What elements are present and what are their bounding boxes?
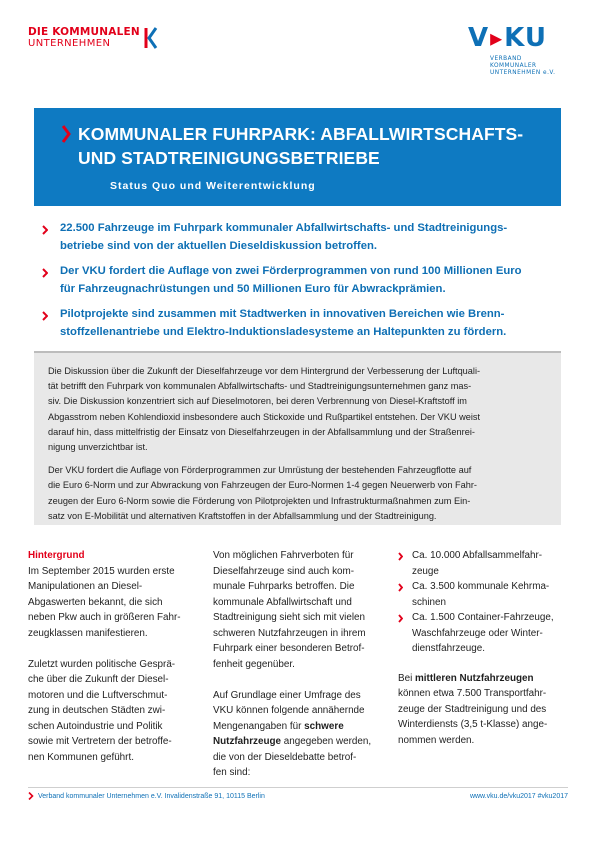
paragraph — [213, 688, 381, 781]
chevron-right-icon — [398, 583, 403, 592]
page-title — [78, 122, 548, 170]
page-title-line2: UND STADTREINIGUNGSBETRIEBE — [78, 148, 380, 168]
text-line: siv. Die Diskussion konzentriert sich auf Dieselmotoren, bei deren Verbrennung von Diesel-Kraftstoff im — [48, 396, 467, 407]
logo-kommunale-unternehmen — [28, 26, 158, 50]
text-line: darauf hin, dass mittelfristig der Einsatz von Dieselfahrzeugen in der Abfallsammlung und der Straßenrei- — [48, 426, 475, 437]
text-line: Dieselfahrzeuge sind auch kom- — [213, 565, 355, 577]
text-line: Winterdiensts (3,5 t-Klasse) ange- — [398, 719, 548, 730]
text-line: fenheit gegenüber. — [213, 658, 295, 670]
chevron-right-icon — [62, 125, 71, 143]
text-line: schweren Nutzfahrzeugen in ihrem — [213, 627, 366, 639]
text-line: dienstfahrzeuge. — [412, 643, 486, 654]
text-line: Manipulationen an Diesel- — [28, 581, 143, 592]
text-line: Ca. 1.500 Container-Fahrzeuge, — [412, 612, 554, 623]
text-line: Abgaswerten bekannt, die sich — [28, 596, 163, 608]
footer-address: Verband kommunaler Unternehmen e.V. Invalidenstraße 91, 10115 Berlin — [38, 792, 265, 800]
text-line: Auf Grundlage einer Umfrage des — [213, 689, 361, 701]
title-banner — [34, 108, 561, 206]
text-line: schen Autoindustrie und Politik — [28, 720, 163, 732]
key-points-list — [42, 219, 557, 348]
logo-vku-sub1: VERBAND KOMMUNALER — [490, 56, 537, 69]
chevron-right-icon — [398, 552, 403, 561]
text-line: zeuge der Stadtreinigung und des — [398, 703, 547, 715]
list-item — [398, 548, 566, 579]
text-line: zung in deutschen Städten zwi- — [28, 705, 166, 716]
text-line: die Euro 6-Norm und zur Abwrackung von Fahrzeugen der Euro-Normen 1-4 gegen Neuerwerb von Fahr- — [48, 480, 477, 491]
text-line: nigung unverzichtbar ist. — [48, 442, 148, 453]
paragraph — [28, 564, 198, 642]
bold-text: schwere — [304, 720, 344, 732]
text-line: Zuletzt wurden politische Gesprä- — [28, 658, 176, 670]
logo-vku-ku: KU — [504, 23, 547, 53]
key-point-line: 22.500 Fahrzeuge im Fuhrpark kommunaler Abfallwirtschafts- und Stadtreinigungs- — [60, 222, 508, 234]
chevron-right-icon — [42, 225, 48, 235]
text-line: Die Diskussion über die Zukunft der Dieselfahrzeuge vor dem Hintergrund der Verbesserung der Luftquali- — [48, 366, 481, 376]
key-point-line: Pilotprojekte sind zusammen mit Stadtwerken in innovativen Bereichen wie Brenn- — [60, 308, 505, 320]
summary-box — [34, 351, 561, 525]
text-line: Bei — [398, 672, 413, 684]
paragraph — [398, 671, 566, 749]
text-line: motoren und die Luftverschmut- — [28, 689, 168, 701]
text-line: die von der Dieseldebatte betrof- — [213, 751, 357, 763]
vehicle-list — [398, 548, 566, 657]
chevron-right-icon — [42, 268, 48, 278]
text-line: fen sind: — [213, 767, 251, 778]
text-line: Stadtreinigung sieht sich mit vielen — [213, 612, 366, 623]
page-title-line1: KOMMUNALER FUHRPARK: ABFALLWIRTSCHAFTS- — [78, 124, 524, 144]
text-line: können etwa 7.500 Transportfahr- — [398, 688, 547, 699]
column-right — [398, 548, 566, 764]
column-background — [28, 548, 198, 781]
logo-k-mark-icon — [144, 27, 158, 49]
key-point-line: betriebe sind von der aktuellen Dieseldiskussion betroffen. — [60, 240, 378, 252]
page-subtitle: Status Quo und Weiterentwicklung — [110, 180, 316, 192]
key-point-line: Der VKU fordert die Auflage von zwei Förderprogrammen von rund 100 Millionen Euro — [60, 265, 522, 277]
key-point — [42, 305, 557, 341]
text-line: munale Fuhrparks betroffen. Die — [213, 581, 355, 592]
text-line: satz von E-Mobilität und alternativen Kraftstoffen in der Abfallsammlung und der Stadtreinigung. — [48, 510, 437, 521]
text-line: zeugen der Euro 6-Norm sowie die Förderung von Pilotprojekten und Infrastrukturmaßnahmen zum Ein- — [48, 495, 471, 506]
bold-text: Nutzfahrzeuge — [213, 736, 282, 747]
text-line: che über die Zukunft der Diesel- — [28, 674, 169, 685]
footer-website-link[interactable]: www.vku.de/vku2017 #vku2017 — [469, 792, 568, 800]
logo-vku-accent-icon: ▸ — [490, 24, 504, 52]
text-line: Fuhrpark einer besonderen Betrof- — [213, 643, 365, 654]
section-heading: Hintergrund — [28, 550, 85, 561]
text-line: Ca. 10.000 Abfallsammelfahr- — [412, 550, 543, 561]
text-line: kommunale Abfallwirtschaft und — [213, 596, 352, 608]
column-middle — [213, 548, 381, 796]
logo-vku-sub2: UNTERNEHMEN e.V. — [490, 70, 556, 76]
text-line: Mengenangaben für — [213, 720, 302, 732]
chevron-right-icon — [398, 614, 403, 623]
text-line: Waschfahrzeuge oder Winter- — [412, 627, 543, 639]
text-line: VKU können folgende annähernde — [213, 705, 365, 716]
logo-left-line2: UNTERNEHMEN — [28, 38, 111, 49]
logo-vku-v: V — [468, 23, 490, 53]
key-point-line: für Fahrzeugnachrüstungen und 50 Millionen Euro für Abwrackprämien. — [60, 283, 446, 295]
summary-paragraph-1 — [48, 364, 547, 455]
logo-vku — [468, 24, 568, 77]
list-item — [398, 610, 566, 657]
text-line: Von möglichen Fahrverboten für — [213, 550, 354, 561]
text-line: Abgasstrom neben Kohlendioxid insbesondere auch Stickoxide und Rußpartikel entstehen. Der VKU weist — [48, 411, 481, 422]
bold-text: mittleren Nutzfahrzeugen — [415, 672, 534, 684]
text-line: tät betrifft den Fuhrpark von kommunalen Abfallwirtschafts- und Stadtreinigungsunternehmen ganz mas- — [48, 381, 472, 392]
text-line: sowie mit Vertretern der betroffe- — [28, 736, 172, 747]
list-item — [398, 579, 566, 610]
chevron-right-icon — [28, 792, 34, 800]
text-line: zeugklassen manifestieren. — [28, 627, 148, 639]
text-line: angegeben werden, — [283, 736, 372, 747]
key-point-line: stoffzellenantriebe und Elektro-Induktionsladesysteme an Haltepunkten zu fördern. — [60, 326, 507, 338]
text-line: Im September 2015 wurden erste — [28, 565, 175, 577]
text-line: schinen — [412, 596, 447, 608]
text-line: zeuge — [412, 565, 439, 577]
chevron-right-icon — [42, 311, 48, 321]
text-line: Ca. 3.500 kommunale Kehrma- — [412, 581, 550, 592]
page-footer — [28, 787, 568, 801]
key-point — [42, 219, 557, 255]
key-point — [42, 262, 557, 298]
paragraph — [28, 657, 198, 766]
summary-paragraph-2 — [48, 463, 547, 524]
logo-left-line1: DIE KOMMUNALEN — [28, 26, 140, 38]
text-line: neben Pkw auch in größeren Fahr- — [28, 612, 181, 623]
text-line: Der VKU fordert die Auflage von Förderprogrammen zur Umrüstung der bestehenden Fahrzeugflotte auf — [48, 465, 472, 476]
text-line: nommen werden. — [398, 734, 475, 746]
paragraph — [213, 548, 381, 672]
text-line: nen Kommunen geführt. — [28, 751, 134, 763]
